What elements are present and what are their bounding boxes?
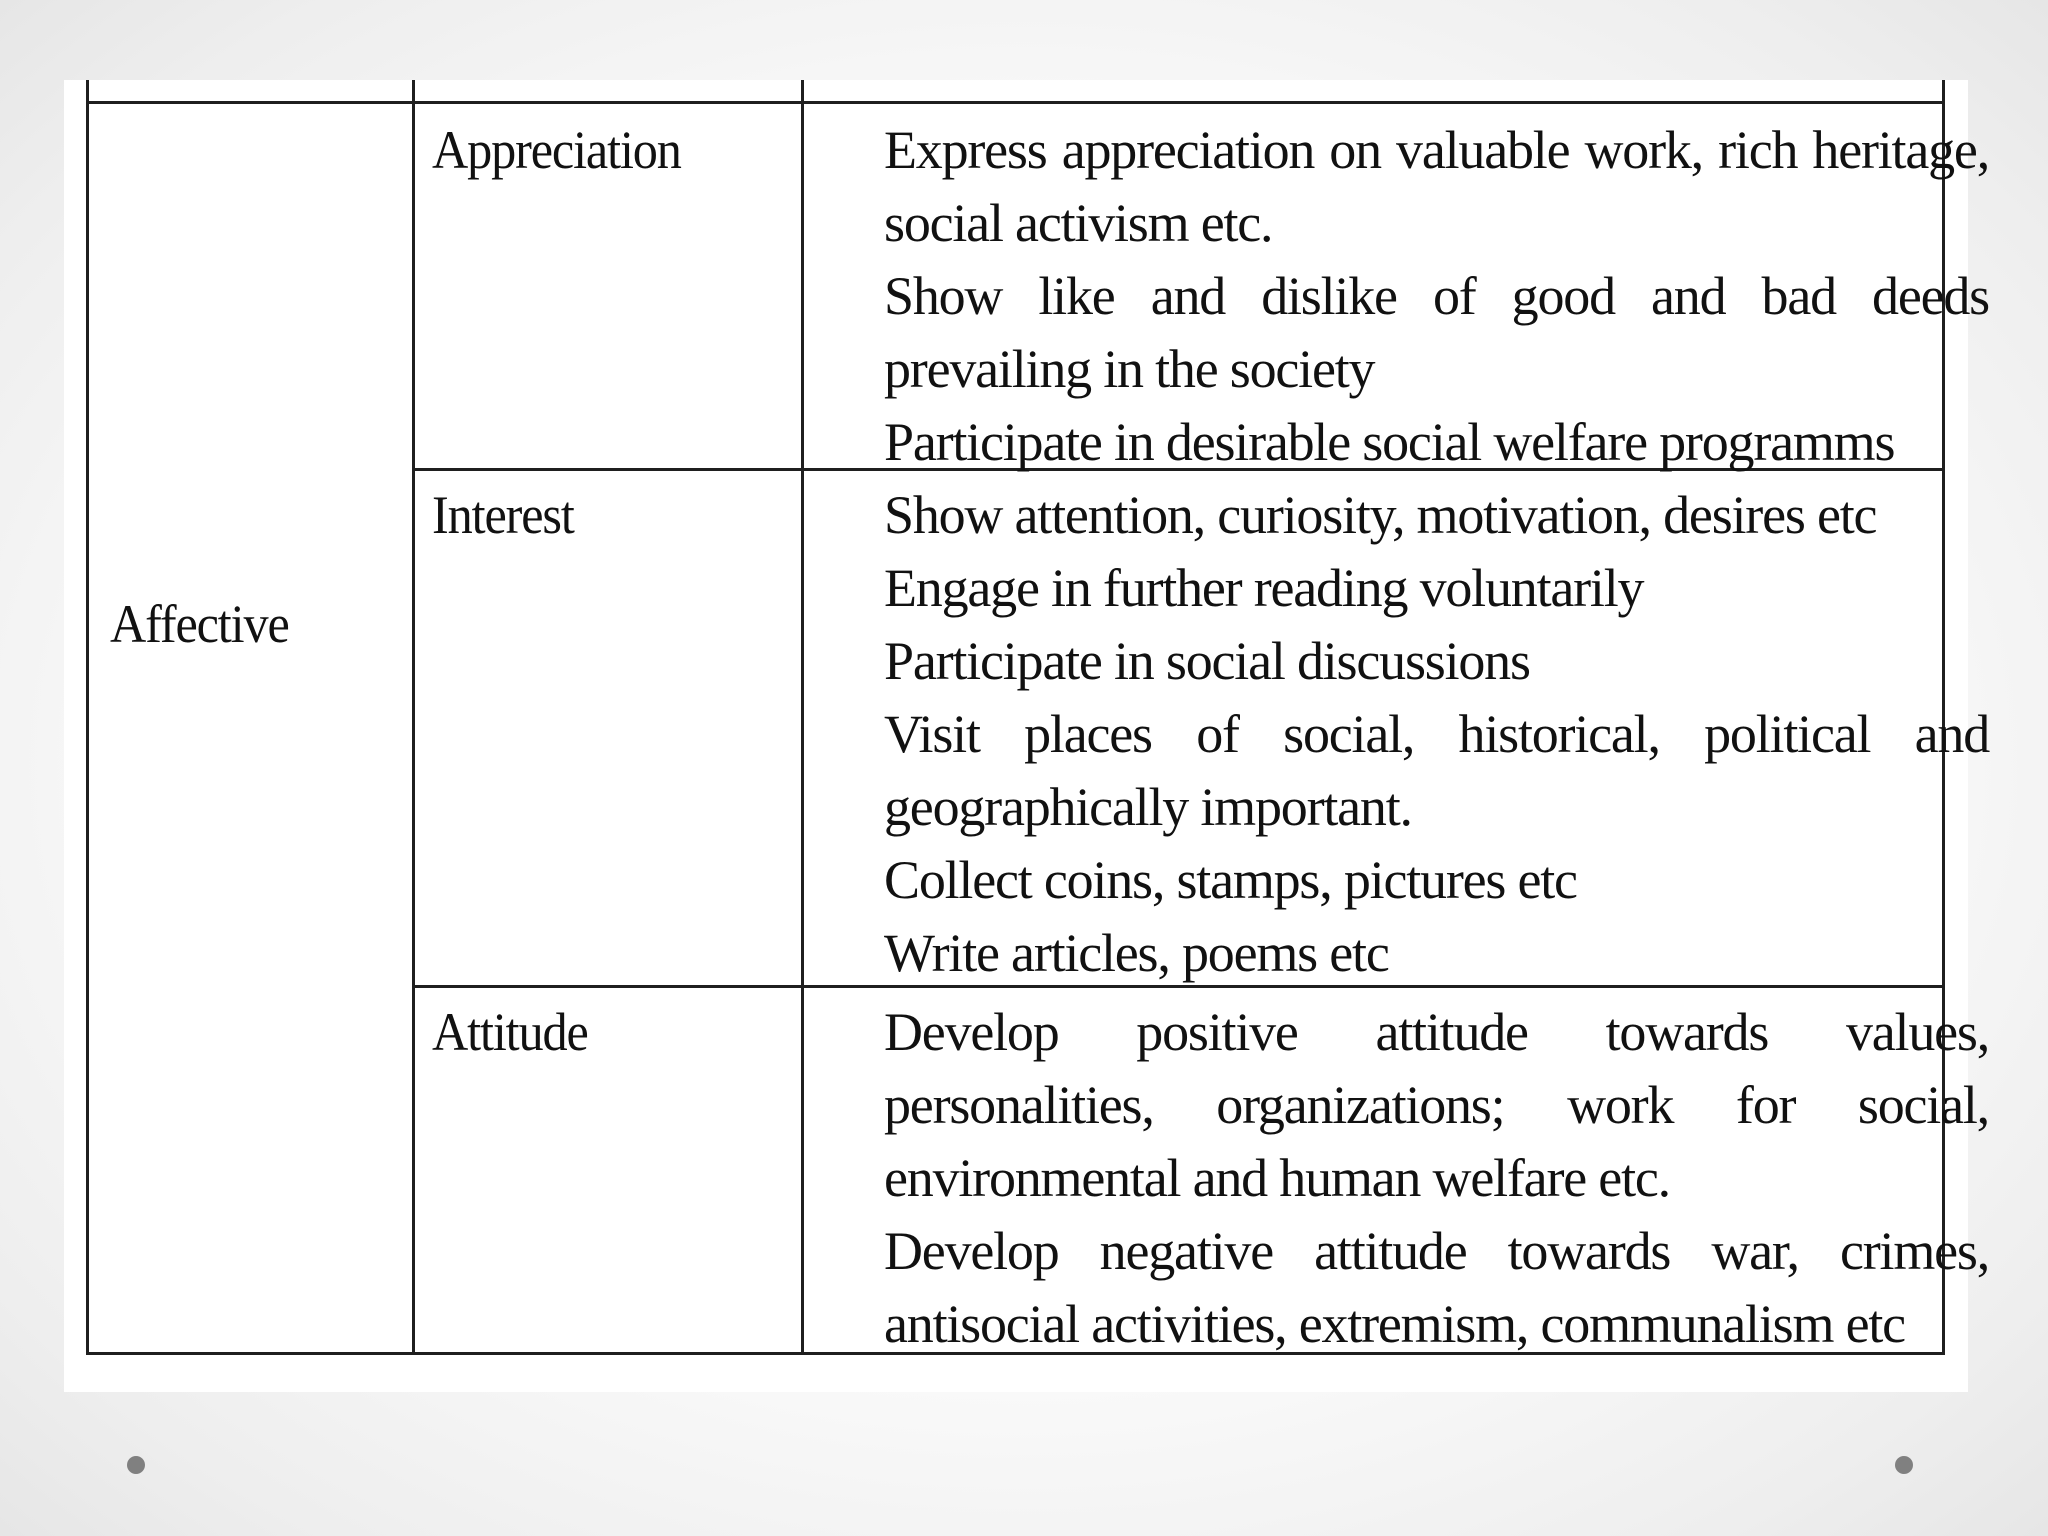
description-line: prevailing in the society <box>884 339 1375 399</box>
slide-dot-left <box>127 1456 145 1474</box>
description-line: social activism etc. <box>884 193 1273 253</box>
table-column-divider-1 <box>412 80 415 1355</box>
description-line: Participate in social discussions <box>884 631 1530 691</box>
table-column-divider-2 <box>801 80 804 1355</box>
row-name-appreciation: Appreciation <box>432 120 681 180</box>
row-name-interest: Interest <box>432 485 574 545</box>
slide-dot-right <box>1895 1456 1913 1474</box>
description-line: Write articles, poems etc <box>884 923 1389 983</box>
description-line: Participate in desirable social welfare programms <box>884 412 1895 472</box>
description-appreciation <box>884 114 1989 479</box>
description-line: Collect coins, stamps, pictures etc <box>884 850 1577 910</box>
table-top-rule <box>86 101 1945 104</box>
table-border-left <box>86 80 89 1355</box>
description-attitude <box>884 996 1989 1361</box>
category-cell-label: Affective <box>110 594 289 654</box>
description-line: environmental and human welfare etc. <box>884 1148 1670 1208</box>
description-line: Engage in further reading voluntarily <box>884 558 1644 618</box>
description-line: antisocial activities, extremism, communalism etc <box>884 1294 1905 1354</box>
description-line: Show like and dislike of good and bad deeds <box>884 266 1989 326</box>
description-line: Visit places of social, historical, political and <box>884 704 1989 764</box>
description-line: personalities, organizations; work for social, <box>884 1075 1989 1135</box>
description-line: Develop positive attitude towards values, <box>884 1002 1989 1062</box>
description-interest <box>884 479 1989 990</box>
description-line: geographically important. <box>884 777 1412 837</box>
description-line: Express appreciation on valuable work, rich heritage, <box>884 120 1989 180</box>
row-name-attitude: Attitude <box>432 1002 588 1062</box>
description-line: Show attention, curiosity, motivation, desires etc <box>884 485 1877 545</box>
slide-table-image <box>64 80 1989 1392</box>
description-line: Develop negative attitude towards war, crimes, <box>884 1221 1989 1281</box>
